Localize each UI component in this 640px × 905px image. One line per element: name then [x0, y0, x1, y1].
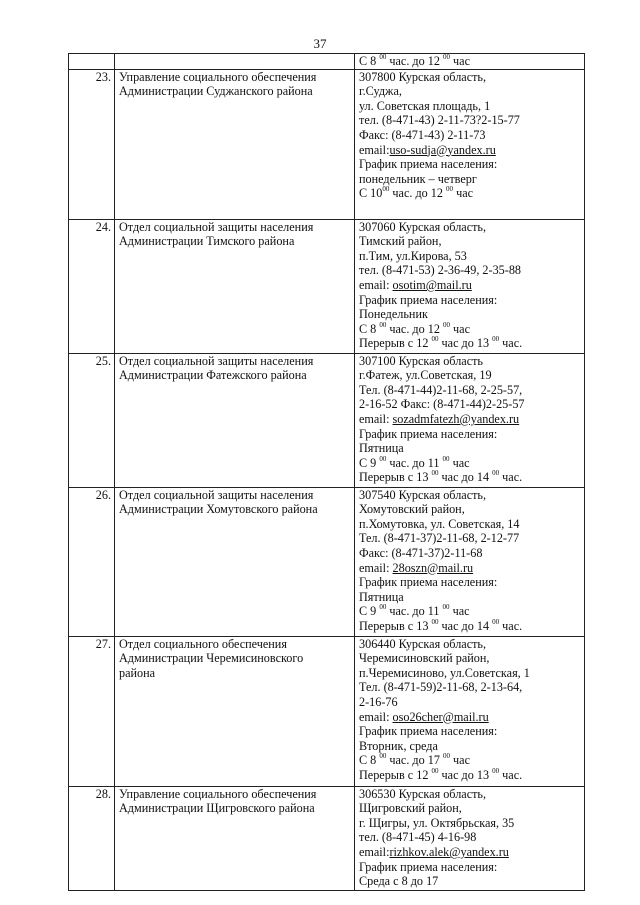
- cell-number: 27.: [69, 636, 115, 786]
- fax: Факс: (8-471-43) 2-11-73: [359, 127, 486, 142]
- postal-address: г. Щигры, ул. Октябрьская, 35: [359, 815, 515, 830]
- postal-address: 307800 Курская область,: [359, 69, 487, 84]
- cell-organization: Отдел социальной защиты населения Администрации Фатежского района: [115, 353, 355, 487]
- cell-contact-info: [355, 487, 585, 636]
- table-row-28: [69, 786, 585, 890]
- table-row-24: [69, 219, 585, 353]
- postal-address: 307100 Курская область: [359, 353, 483, 368]
- reception-days: Понедельник: [359, 307, 428, 322]
- reception-hours: С 8 $^{00}$ час. до 17 $^{00}$ час: [359, 752, 470, 768]
- reception-days: Пятница: [359, 589, 404, 604]
- schedule-title: График приема населения:: [359, 575, 498, 590]
- reception-days: Среда с 8 до 17: [359, 874, 439, 889]
- cell-contact-info: [355, 54, 585, 70]
- email-link[interactable]: uso-sudja@yandex.ru: [389, 142, 496, 157]
- email-link[interactable]: oso26cher@mail.ru: [392, 709, 489, 724]
- cell-organization: [115, 54, 355, 70]
- cell-organization: Отдел социальной защиты населения Администрации Хомутовского района: [115, 487, 355, 636]
- table-row-25: [69, 353, 585, 487]
- postal-address: Черемисиновский район,: [359, 651, 490, 666]
- phone: 2-16-76: [359, 694, 398, 709]
- schedule-title: График приема населения:: [359, 426, 498, 441]
- schedule-title: График приема населения:: [359, 724, 498, 739]
- email-link[interactable]: osotim@mail.ru: [392, 277, 472, 292]
- cell-organization: Отдел социального обеспечения Администрации Черемисиновского района: [115, 636, 355, 786]
- cell-number: 24.: [69, 219, 115, 353]
- social-services-table: [68, 53, 585, 891]
- schedule-title: График приема населения:: [359, 292, 498, 307]
- schedule-title: График приема населения:: [359, 157, 498, 172]
- cell-contact-info: [355, 786, 585, 890]
- postal-address: 306440 Курская область,: [359, 636, 487, 651]
- email-link[interactable]: rizhkov.alek@yandex.ru: [389, 844, 509, 859]
- cell-number: 23.: [69, 69, 115, 219]
- phone: Тел. (8-471-59)2-11-68, 2-13-64,: [359, 680, 523, 695]
- reception-hours: С $10^{00}$ час. до 12 $^{00}$ час: [359, 185, 474, 201]
- table-row-27: [69, 636, 585, 786]
- cell-organization: Управление социального обеспечения Администрации Суджанского района: [115, 69, 355, 219]
- email-line: email:uso-sudja@yandex.ru: [359, 142, 496, 157]
- page-number: 37: [313, 36, 327, 51]
- reception-hours: С 9 $^{00}$ час. до 11 $^{00}$ час: [359, 603, 470, 619]
- postal-address: г.Фатеж, ул.Советская, 19: [359, 368, 492, 383]
- postal-address: п.Тим, ул.Кирова, 53: [359, 248, 467, 263]
- cell-number: [69, 54, 115, 70]
- phone-fax: 2-16-52 Факс: (8-471-44)2-25-57: [359, 397, 525, 412]
- postal-address: Хомутовский район,: [359, 502, 465, 517]
- postal-address: Щигровский район,: [359, 801, 462, 816]
- reception-hours: С 9 $^{00}$ час. до 11 $^{00}$ час: [359, 454, 470, 470]
- email-link[interactable]: 28oszn@mail.ru: [392, 560, 474, 575]
- break-hours: Перерыв с 13 $^{00}$ час до 14 $^{00}$ час.: [359, 617, 523, 633]
- table-row-continuation: [69, 54, 585, 70]
- cell-number: 28.: [69, 786, 115, 890]
- postal-address: ул. Советская площадь, 1: [359, 98, 491, 113]
- email-link[interactable]: sozadmfatezh@yandex.ru: [392, 411, 520, 426]
- email-line: email: osotim@mail.ru: [359, 277, 472, 292]
- break-hours: Перерыв с 13 $^{00}$ час до 14 $^{00}$ час.: [359, 469, 523, 485]
- postal-address: п.Хомутовка, ул. Советская, 14: [359, 516, 520, 531]
- schedule-title: График приема населения:: [359, 859, 498, 874]
- postal-address: г.Суджа,: [359, 84, 402, 99]
- cell-number: 25.: [69, 353, 115, 487]
- reception-days: понедельник – четверг: [359, 171, 477, 186]
- phone: тел. (8-471-43) 2-11-73?2-15-77: [359, 113, 520, 128]
- break-hours: Перерыв с 12 $^{00}$ час до 13 $^{00}$ час.: [359, 766, 523, 782]
- email-line: email:rizhkov.alek@yandex.ru: [359, 844, 509, 859]
- postal-address: 307060 Курская область,: [359, 219, 487, 234]
- postal-address: п.Черемисиново, ул.Советская, 1: [359, 665, 530, 680]
- table-row-26: [69, 487, 585, 636]
- cell-contact-info: [355, 69, 585, 219]
- phone: Тел. (8-471-44)2-11-68, 2-25-57,: [359, 382, 523, 397]
- cell-contact-info: [355, 353, 585, 487]
- reception-days: Пятница: [359, 441, 404, 456]
- phone: тел. (8-471-45) 4-16-98: [359, 830, 477, 845]
- reception-hours: С 8 $^{00}$ час. до 12 $^{00}$ час: [359, 53, 470, 68]
- phone: тел. (8-471-53) 2-36-49, 2-35-88: [359, 263, 522, 278]
- email-line: email: sozadmfatezh@yandex.ru: [359, 411, 520, 426]
- phone: Тел. (8-471-37)2-11-68, 2-12-77: [359, 531, 520, 546]
- postal-address: 306530 Курская область,: [359, 786, 487, 801]
- cell-organization: Отдел социальной защиты населения Администрации Тимского района: [115, 219, 355, 353]
- postal-address: 307540 Курская область,: [359, 487, 487, 502]
- email-line: email: 28oszn@mail.ru: [359, 560, 474, 575]
- fax: Факс: (8-471-37)2-11-68: [359, 545, 483, 560]
- cell-contact-info: [355, 636, 585, 786]
- cell-contact-info: [355, 219, 585, 353]
- table-row-23: [69, 69, 585, 219]
- postal-address: Тимский район,: [359, 234, 442, 249]
- break-hours: Перерыв с 12 $^{00}$ час до 13 $^{00}$ час.: [359, 335, 523, 351]
- reception-hours: С 8 $^{00}$ час. до 12 $^{00}$ час: [359, 320, 470, 336]
- cell-number: 26.: [69, 487, 115, 636]
- email-line: email: oso26cher@mail.ru: [359, 709, 489, 724]
- cell-organization: Управление социального обеспечения Администрации Щигровского района: [115, 786, 355, 890]
- reception-days: Вторник, среда: [359, 738, 438, 753]
